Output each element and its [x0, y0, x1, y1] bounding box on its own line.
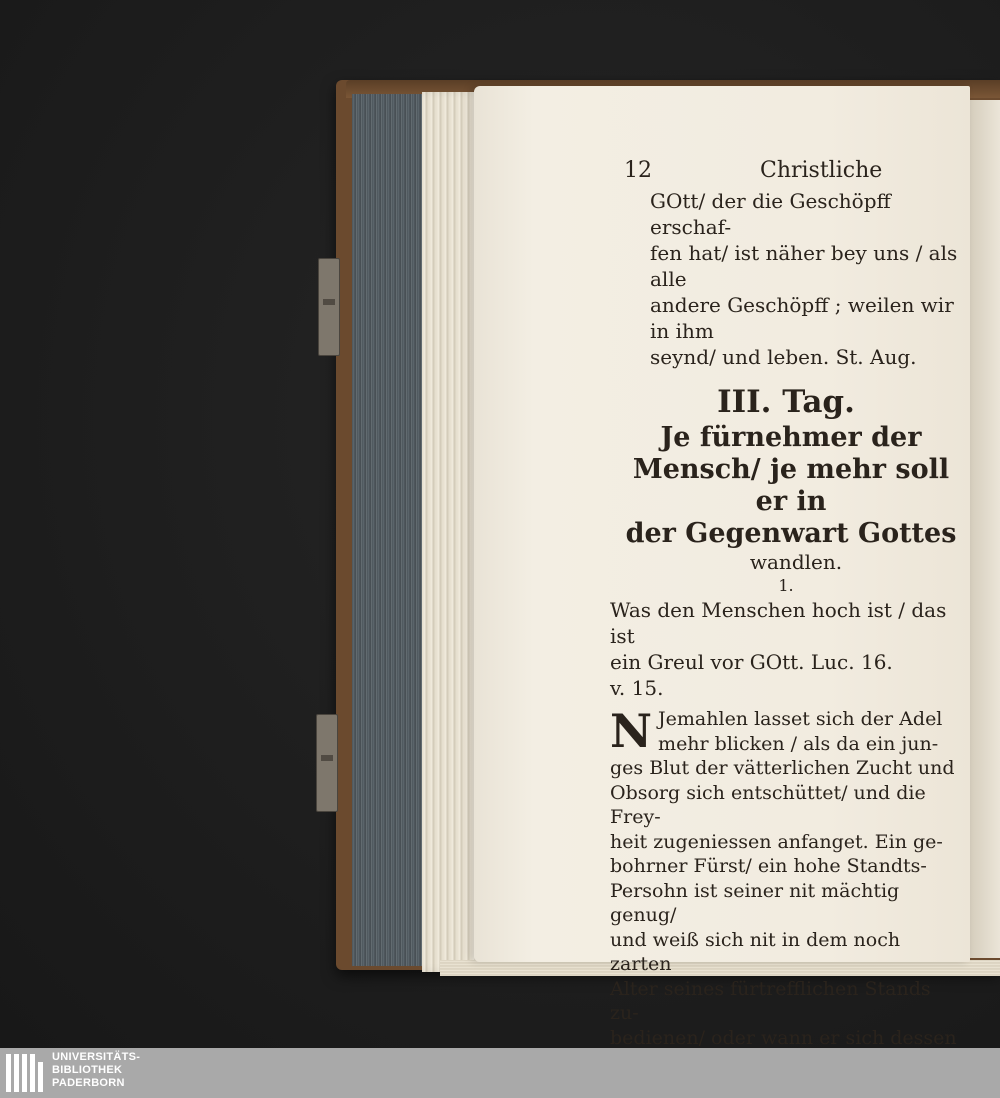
running-head: [610, 158, 962, 188]
intro-line: seynd/ und leben. St. Aug.: [650, 345, 917, 369]
body-line: Jemahlen lasset sich der Adel: [658, 708, 943, 730]
library-logo-text: [52, 1051, 140, 1090]
logo-line: PADERBORN: [52, 1077, 125, 1089]
chapter-heading-line: Mensch/ je mehr soll er in: [632, 454, 950, 517]
lower-clasp: [316, 714, 338, 812]
section-number: 1.: [778, 576, 794, 595]
body-line: und weiß sich nit in dem noch zarten: [610, 928, 901, 975]
intro-line: andere Geschöpff ; weilen wir in ihm: [650, 293, 954, 343]
body-line: mehr blicken / als da ein jun-: [658, 732, 939, 755]
footer-bar: [0, 1048, 1000, 1098]
scripture-quote-line: v. 15.: [610, 676, 664, 700]
scripture-quote-line: ein Greul vor GOtt. Luc. 16.: [610, 650, 893, 674]
body-line: heit zugeniessen anfanget. Ein ge-: [610, 830, 943, 853]
upper-clasp: [318, 258, 340, 356]
page-text: [610, 158, 962, 1097]
intro-line: fen hat/ ist näher bey uns / als alle: [650, 241, 958, 291]
body-line: Obsorg sich entschüttet/ und die Frey-: [610, 781, 926, 828]
logo-line: UNIVERSITÄTS-: [52, 1051, 141, 1063]
next-page-edge: [968, 100, 1000, 958]
intro-line: GOtt/ der die Geschöpff erschaf-: [650, 189, 891, 239]
page-block-edge: [352, 94, 424, 966]
page-number: 12: [624, 158, 652, 183]
drop-initial: N: [610, 704, 653, 758]
body-line: Alter seines fürtrefflichen Stands zu-: [610, 977, 931, 1024]
chapter-heading-line: der Gegenwart Gottes: [625, 518, 957, 549]
body-paragraph: [610, 704, 962, 1075]
library-logo-icon: [6, 1054, 46, 1094]
running-head-title: Christliche: [760, 158, 883, 183]
body-line: bohrner Fürst/ ein hohe Standts-: [610, 855, 927, 877]
body-line: ges Blut der vätterlichen Zucht und: [610, 757, 955, 779]
chapter-heading-last-line: wandlen.: [749, 550, 843, 574]
body-line: Persohn ist seiner nit mächtig genug/: [610, 879, 900, 926]
scripture-quote-line: Was den Menschen hoch ist / das ist: [610, 598, 947, 648]
body-line: bedienen/ oder wann er sich dessen: [610, 1026, 957, 1049]
day-title: III. Tag.: [717, 384, 855, 420]
chapter-heading-line: Je fürnehmer der: [660, 422, 922, 453]
logo-line: BIBLIOTHEK: [52, 1064, 123, 1076]
